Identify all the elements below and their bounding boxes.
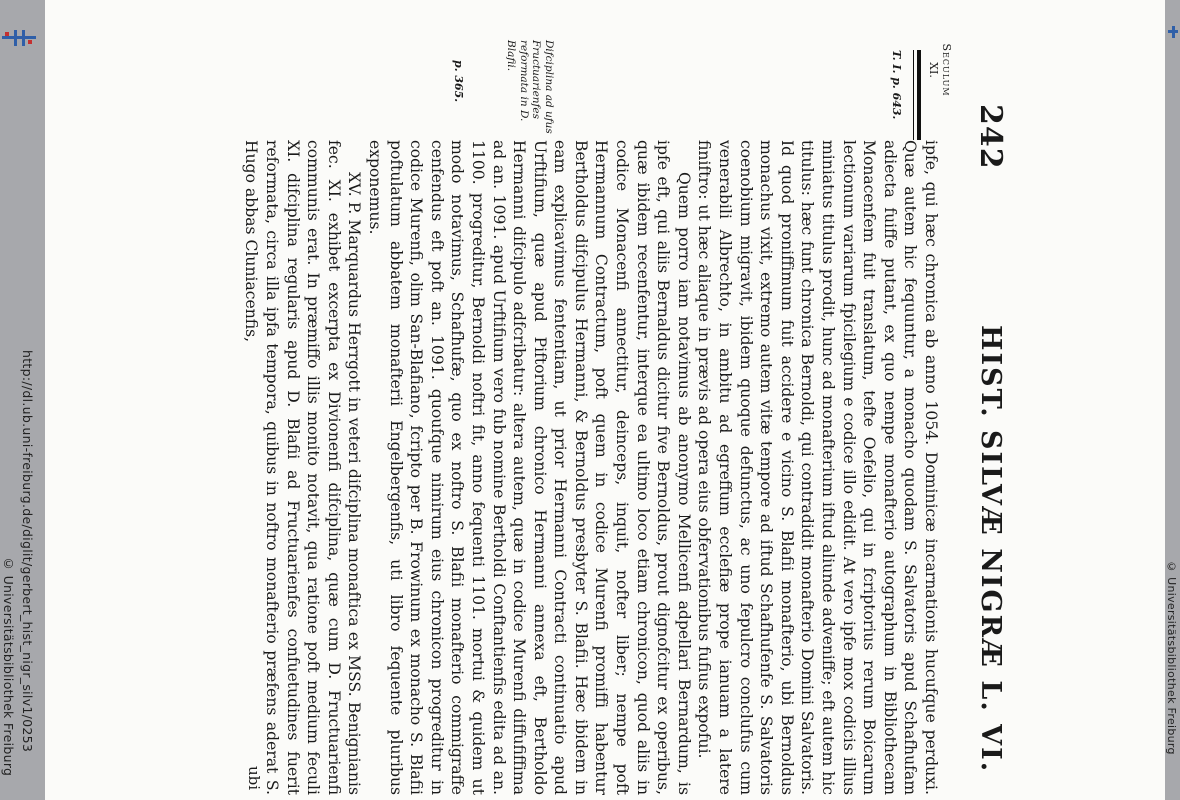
margin-rule	[917, 50, 921, 140]
main-text	[241, 140, 941, 795]
source-url: http://dl.ub.uni-freiburg.de/diglit/gerbert_hist_nigr_silv1/0253	[20, 350, 35, 753]
page-number: 242	[973, 104, 1008, 170]
left-gutter	[0, 0, 45, 800]
margin-rule-thin	[913, 50, 914, 140]
side-note: Difciplina ad ufus Fructuarienfes reformata in D. Blafii.	[505, 40, 555, 134]
reference-note: T. I. p. 643.	[890, 50, 903, 120]
catchword: ubi	[245, 766, 263, 791]
paragraph: ipfe, qui hæc chronica ab anno 1054. Dominicæ incarnationis hucufque perduxi. Quæ autem hic fequuntur, a monacho quodam S. Salvatoris apud Schafhufam adiecta fuiffe putant, ex quo nempe monafterio autographum in Bibliothecam Monacenfem fuit translatum, tefte Oefelio, qui in fcriptorius rerum Boicarum lectionum variarum fpicilegium e codice illo edidit. At vero ipfe mox codicis illius miniatus titulus prodit, hunc ad monafterium iftud aliunde adveniffe; eft autem hic titulus: hæc funt chronica Bernoldi, qui contradidit monafterio Domini Salvatoris. Id quod proniffimum fuit accidere e vicino S. Blafii monafterio, ubi Bernoldus monachus vixit, extremo autem vitæ tempore ad iftud Schafhufenfe S. Salvatoris coenobium migravit, ibidem quoque defunctus, ac uno fepulcro conclufus cum venerabili Albrechto, in ambitu ad egreffum ecclefiæ prope ianuam a latere finiftro: ut hæc aliaque in prævis ad opera eius obfervationibus fufius expofui.	[695, 140, 940, 795]
running-title: HIST. SILVÆ NIGRÆ L. VI.	[975, 325, 1006, 774]
right-copyright: © Universitätsbibliothek Freiburg	[1165, 560, 1178, 755]
copyright-notice: © Universitätsbibliothek Freiburg	[1, 556, 16, 777]
library-logo-icon	[1168, 26, 1178, 38]
seculum-number: XI.	[927, 62, 940, 78]
reference-note-2: p. 365.	[452, 60, 465, 103]
right-gutter	[1165, 0, 1180, 800]
library-logo-icon	[2, 30, 36, 46]
paragraph: Quem porro iam notavimus ab anonymo Mellicenfi adpellari Bernardum, is ipfe eft, qui aliis Bernaldus dicitur five Bernoldus, prout dignofcitur ex operibus, quæ ibidem recenfentur, interque ea ultimo loco etiam chronicon, quod aliis in codice Monacenfi annectitur, deinceps, inquit, nofter liber; nempe poft Hermannum Contractum, poft quem in codice Murenfi promiffi habentur Bertholdus difcipulus Hermanni, & Bernoldus presbyter S. Blafii. Hæc ibidem in eam explicavimus fententiam, ut prior Hermanni Contracti continuatio apud Urftifium, quæ apud Piftorium chronico Hermanni annexa eft, Bertholdo Hermanni difcipulo adfcribatur: altera autem, quæ in codice Murenfi diffufiffima ad an. 1091. apud Urftifium vero fub nomine Bertholdi Conftantienfis edita ad an. 1100. progreditur, Bernoldi noftri fit, anno fequenti 1101. mortui & quidem ut modo notavimus, Schafhufæ, quo ex noftro S. Blafii monafterio commigraffe cenfendus eft poft an. 1091. quoufque nimirum eius chronicon progreditur in codice Murenfi, olim San-Blafiano, fcripto per B. Frowinum ex monacho S. Blafii poftulatum abbatem monafterii Engelbergenfis, uti libro fequente pluribus exponemus.	[365, 140, 693, 795]
left-margin	[45, 0, 1165, 140]
scanned-page	[45, 0, 1165, 800]
seculum-label: Seculum	[940, 43, 953, 97]
paragraph: XV. P. Marquardus Herrgott in veteri difciplina monaftica ex MSS. Benignianis fec. XI. exhibet excerpta ex Divionenfi difciplina, quæ cum D. Fructuarienfi communis erat. In præmiffo illis monito notavit, qua ratione poft medium feculi XI. difciplina regularis apud D. Blafii ad Fructuarienfes confuetudines fuerit reformata, circa illa ipfa tempora, quibus in noftro monafterio præfens aderat S. Hugo abbas Cluniacenfis,	[242, 140, 364, 795]
